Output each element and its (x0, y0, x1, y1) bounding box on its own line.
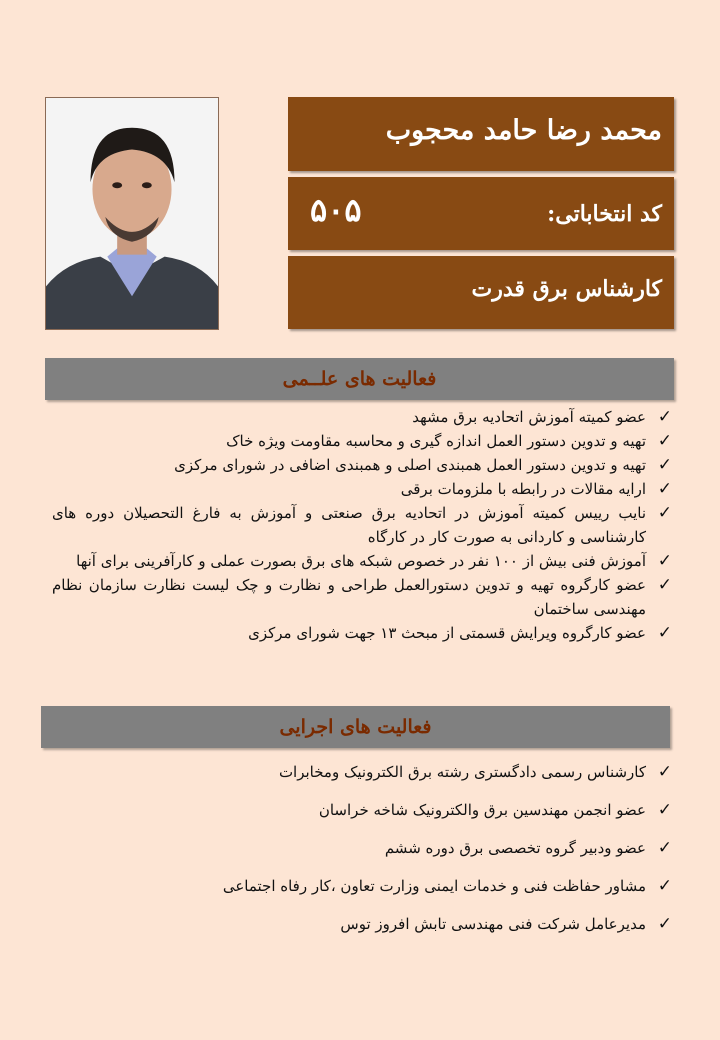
list-item: ✓ مدیرعامل شرکت فنی مهندسی تابش افروز توس (340, 914, 672, 934)
name-box (288, 97, 674, 171)
code-value: ۵۰۵ (310, 191, 362, 229)
check-icon: ✓ (657, 876, 672, 896)
check-icon: ✓ (657, 551, 672, 571)
executive-activities-title: فعالیت های اجرایی (279, 716, 432, 738)
list-item: ✓ عضو انجمن مهندسین برق والکترونیک شاخه خراسان (318, 800, 672, 820)
code-box (288, 177, 674, 250)
list-item: ✓ عضو ودبیر گروه تخصصی برق دوره ششم (384, 838, 672, 858)
check-icon: ✓ (657, 762, 672, 782)
scientific-activities-title: فعالیت های علــمی (282, 368, 437, 390)
scientific-activities-header (45, 358, 674, 400)
list-item: ✓ نایب رییس کمیته آموزش در اتحادیه برق صنعتی و آموزش به فارغ التحصیلان دوره های کارشناسی و کاردانی به صورت کار در کارگاه (52, 503, 672, 546)
list-item: ✓ مشاور حفاظت فنی و خدمات ایمنی وزارت تعاون ،کار رفاه اجتماعی (222, 876, 672, 896)
check-icon: ✓ (657, 407, 672, 427)
list-item: ✓ کارشناس رسمی دادگستری رشته برق الکترونیک ومخابرات (278, 762, 672, 782)
check-icon: ✓ (657, 623, 672, 643)
check-icon: ✓ (657, 455, 672, 475)
check-icon: ✓ (657, 575, 672, 595)
list-item: ✓ تهیه و تدوین دستور العمل اندازه گیری و محاسبه مقاومت ویژه خاک (226, 431, 672, 451)
list-item: ✓ عضو کمیته آموزش اتحادیه برق مشهد (412, 407, 672, 427)
list-item: ✓ آموزش فنی بیش از ۱۰۰ نفر در خصوص شبکه های برق بصورت عملی و کارآفرینی برای آنها (76, 551, 672, 571)
portrait-icon (46, 98, 218, 329)
job-title-box (288, 256, 674, 329)
scientific-activities-list (52, 405, 672, 645)
check-icon: ✓ (657, 431, 672, 451)
list-item: ✓ عضو کارگروه تهیه و تدوین دستورالعمل طراحی و نظارت و چک لیست نظارت سازمان نظام مهندسی ساختمان (52, 575, 672, 618)
executive-activities-list (52, 760, 672, 950)
job-title: کارشناس برق قدرت (471, 276, 662, 302)
check-icon: ✓ (657, 838, 672, 858)
list-item: ✓ ارایه مقالات در رابطه با ملزومات برقی (400, 479, 672, 499)
check-icon: ✓ (657, 914, 672, 934)
check-icon: ✓ (657, 800, 672, 820)
executive-activities-header (41, 706, 670, 748)
candidate-name: محمد رضا حامد محجوب (385, 115, 662, 146)
check-icon: ✓ (657, 503, 672, 523)
list-item: ✓ تهیه و تدوین دستور العمل همبندی اصلی و همبندی اضافی در شورای مرکزی (174, 455, 672, 475)
list-item: ✓ عضو کارگروه ویرایش قسمتی از مبحث ۱۳ جهت شورای مرکزی (248, 623, 672, 643)
check-icon: ✓ (657, 479, 672, 499)
portrait-photo (45, 97, 219, 330)
code-label: کد انتخاباتی: (547, 201, 662, 227)
